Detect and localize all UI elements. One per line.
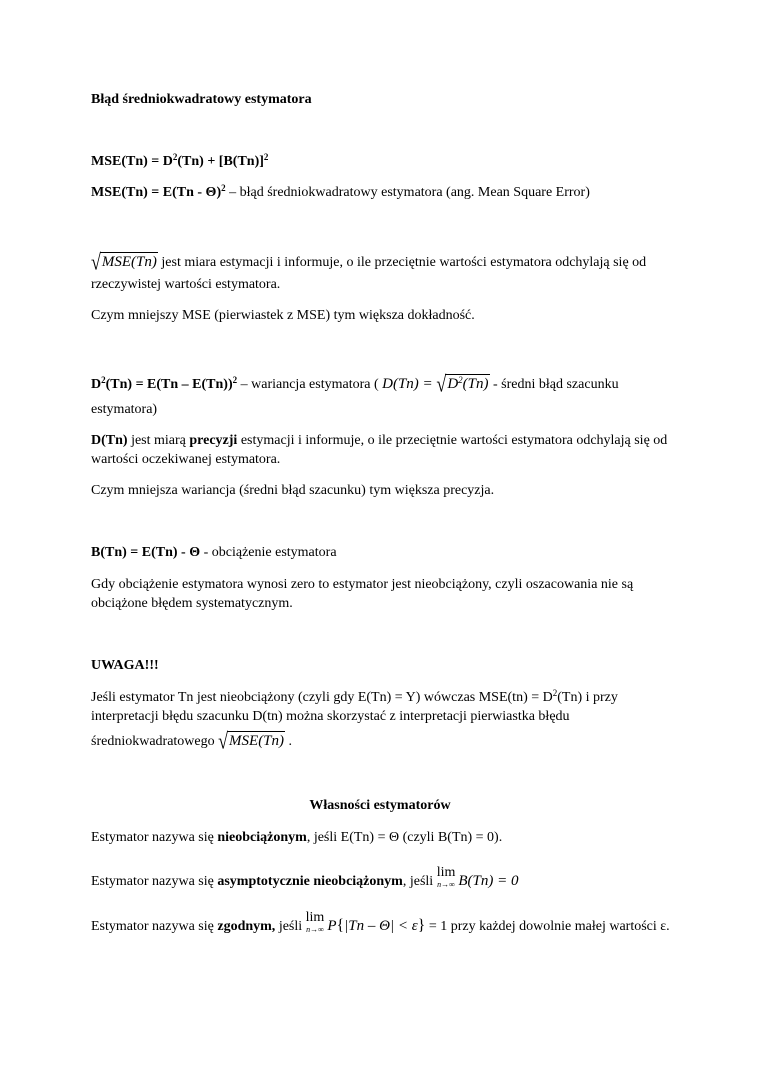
bias-formula: B(Tn) = E(Tn) - Θ - obciążenie estymatora <box>91 545 337 560</box>
warning-paragraph-line2: interpretacji błędu szacunku D(tn) można skorzystać z interpretacji pierwiastka błędu <box>91 709 570 724</box>
document-title: Błąd średniokwadratowy estymatora <box>91 92 312 107</box>
property-consistent: Estymator nazywa się zgodnym, jeśli lim n→∞ P{|Tn – Θ| < ε} = 1 przy każdej dowolnie małej wartości ε. <box>91 910 670 934</box>
property-asymptotically-unbiased: Estymator nazywa się asymptotycznie nieobciążonym, jeśli lim n→∞ B(Tn) = 0 <box>91 865 519 889</box>
sqrt-mse-paragraph-line2: rzeczywistej wartości estymatora. <box>91 277 281 292</box>
bias-paragraph: Gdy obciążenie estymatora wynosi zero to estymator jest nieobciążony, czyli oszacowania nie są <box>91 577 634 592</box>
section-title: Własności estymatorów <box>309 798 451 813</box>
sqrt-mse-expression: √MSE(Tn) <box>91 249 157 275</box>
variance-precision-sentence: Czym mniejsza wariancja (średni błąd szacunku) tym większa precyzja. <box>91 483 495 498</box>
mse-formula-1: $MSE(Tn) = D^2(Tn) + [B(Tn)]^2$ <box>91 152 269 169</box>
mse-formula-2: MSE(Tn) = E(Tn - Θ)$^2$ – błąd średniokwadratowy estymatora (ang. Mean Square Error) <box>91 183 590 200</box>
variance-formula-line2: estymatora) <box>91 402 158 417</box>
sqrt-mse-paragraph: √MSE(Tn) jest miara estymacji i informuje, o ile przeciętnie wartości estymatora odchylają się od <box>91 249 647 275</box>
dtn-paragraph-line2: wartości oczekiwanej estymatora. <box>91 452 281 467</box>
dtn-paragraph: D(Tn) jest miarą precyzji estymacji i informuje, o ile przeciętnie wartości estymatora odchylają się od <box>91 433 668 448</box>
bias-paragraph-line2: obciążone błędem systematycznym. <box>91 596 293 611</box>
sqrt-mse-expression-2: √MSE(Tn) <box>218 728 285 754</box>
property-unbiased: Estymator nazywa się nieobciążonym, jeśli E(Tn) = Θ (czyli B(Tn) = 0). <box>91 830 503 845</box>
variance-formula: $D^2(Tn) = E(Tn - E(Tn))^2$ – wariancja estymatora ( $D(Tn) = √D^2(Tn)$ - średni błąd szacunku <box>91 371 619 397</box>
mse-precision-sentence: Czym mniejszy MSE (pierwiastek z MSE) tym większa dokładność. <box>91 308 475 323</box>
limit-operator-2: lim n→∞ <box>305 910 325 934</box>
warning-paragraph-line1: Jeśli estymator Tn jest nieobciążony (czyli gdy E(Tn) = Y) wówczas $MSE(tn) = D^2(Tn)$ i przy <box>91 688 618 705</box>
sqrt-variance-expression: $√D^2(Tn)$ <box>436 371 489 397</box>
warning-title: UWAGA!!! <box>91 658 159 673</box>
limit-operator: lim n→∞ <box>436 865 456 889</box>
warning-paragraph-line3: średniokwadratowego √MSE(Tn) . <box>91 728 293 754</box>
